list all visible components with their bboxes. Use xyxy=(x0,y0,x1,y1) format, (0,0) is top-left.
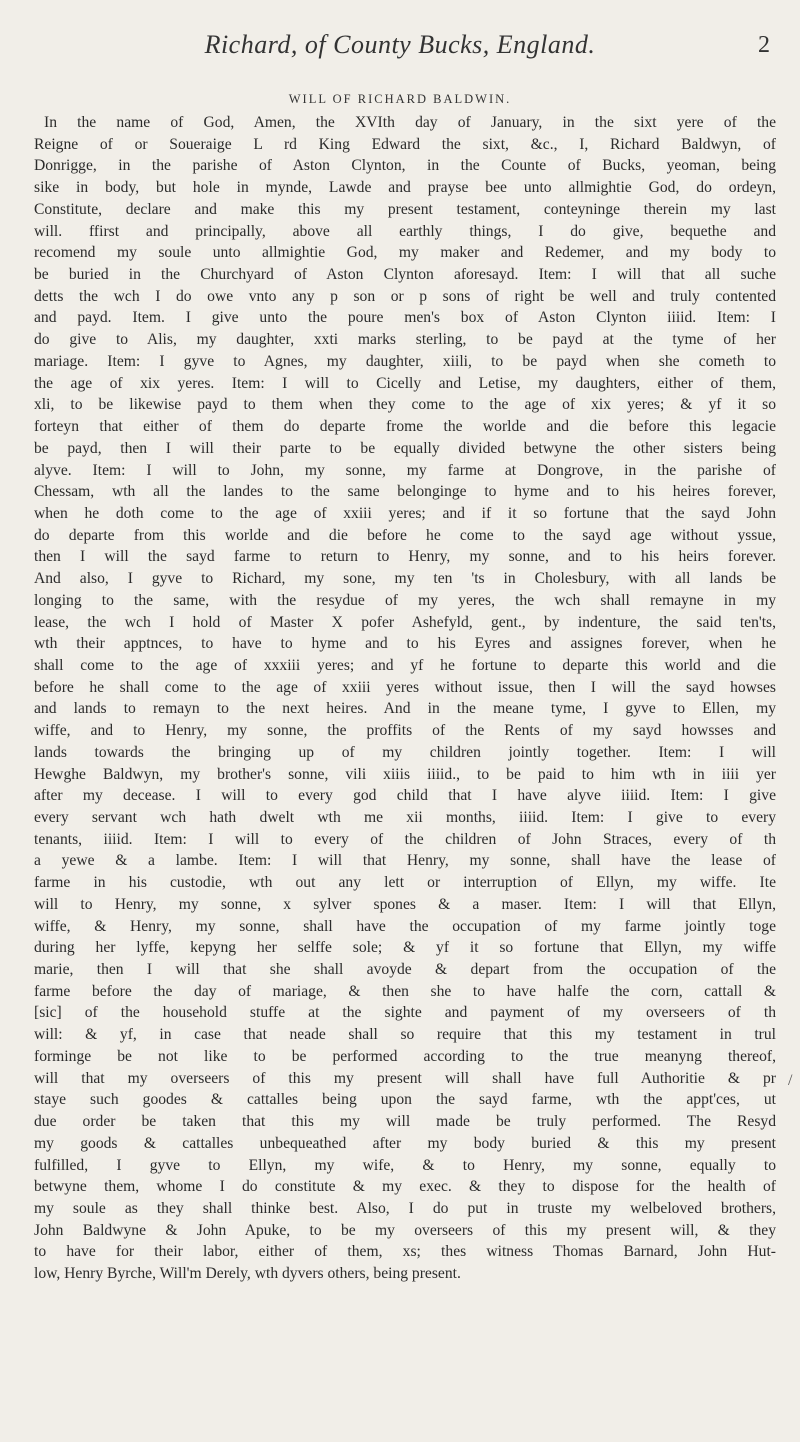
text-line: mariage. Item: I gyve to Agnes, my daughter, xiili, to be payd when she cometh to xyxy=(34,352,776,370)
text-line: every servant wch hath dwelt wth me xii months, iiiid. Item: I give to every xyxy=(34,809,776,826)
text-line: the age of xix yeres. Item: I will to Cicelly and Letise, my daughters, either of them, xyxy=(34,374,776,392)
text-line: Hewghe Baldwyn, my brother's sonne, vili xiiis iiiid., to be paid to him wth in iiii yer xyxy=(34,765,776,783)
text-line: marie, then I will that she shall avoyde & depart from the occupation of the xyxy=(34,961,776,979)
text-line: staye such goodes & cattalles being upon the sayd farme, wth the appt'ces, ut xyxy=(34,1091,776,1109)
text-line: detts the wch I do owe vnto any p son or p sons of right be well and truly contented xyxy=(34,287,776,305)
text-line: then I will the sayd farme to return to Henry, my sonne, and to his heirs forever. xyxy=(34,548,776,566)
text-line: alyve. Item: I will to John, my sonne, my farme at Dongrove, in the parishe of xyxy=(34,461,776,479)
text-line: will. ffirst and principally, above all earthly things, I do give, bequethe and xyxy=(34,222,776,240)
page-number: 2 xyxy=(758,32,770,58)
running-head xyxy=(0,30,800,70)
text-line: do departe from this worlde and die before he come to the sayd age without yssue, xyxy=(34,526,776,544)
text-line: will: & yf, in case that neade shall so require that this my testament in trul xyxy=(34,1026,776,1044)
text-line: xli, to be likewise payd to them when they come to the age of xix yeres; & yf it so xyxy=(34,396,776,414)
text-line: farme in his custodie, wth out any lett or interruption of Ellyn, my wiffe. Ite xyxy=(34,874,776,892)
text-line: lands towards the bringing up of my children jointly together. Item: I will xyxy=(34,743,776,761)
text-line: wiffe, & Henry, my sonne, shall have the occupation of my farme jointly toge xyxy=(34,917,776,935)
text-line: and lands to remayn to the next heires. And in the meane tyme, I gyve to Ellen, my xyxy=(34,700,776,718)
text-line: shall come to the age of xxxiii yeres; and yf he fortune to departe this world and die xyxy=(34,656,776,674)
text-line: do give to Alis, my daughter, xxti marks sterling, to be payd at the tyme of her xyxy=(34,331,776,349)
text-line: In the name of God, Amen, the XVIth day of January, in the sixt yere of the xyxy=(44,114,776,131)
text-line: lease, the wch I hold of Master X pofer Ashefyld, gent., by indenture, the said ten'ts, xyxy=(34,613,776,631)
text-line: Constitute, declare and make this my present testament, conteyninge therein my last xyxy=(34,200,776,218)
section-heading: WILL OF RICHARD BALDWIN. xyxy=(288,92,512,106)
text-line: after my decease. I will to every god child that I have alyve iiiid. Item: I give xyxy=(34,787,776,805)
text-line: longing to the same, with the resydue of my yeres, the wch shall remayne in my xyxy=(34,591,776,609)
text-line: Donrigge, in the parishe of Aston Clynton, in the Counte of Bucks, yeoman, being xyxy=(34,157,776,175)
text-line: and payd. Item. I give unto the poure men's box of Aston Clynton iiiid. Item: I xyxy=(34,309,776,327)
text-line: sike in body, but hole in mynde, Lawde and prayse bee unto allmightie God, do ordeyn, xyxy=(34,179,776,197)
text-line: will that my overseers of this my present will shall have full Authoritie & pr xyxy=(34,1069,776,1087)
text-line: tenants, iiiid. Item: I will to every of the children of John Straces, every of th xyxy=(34,830,776,848)
text-line: during her lyffe, kepyng her selffe sole; & yf it so fortune that Ellyn, my wiffe xyxy=(34,939,776,957)
running-title: Richard, of County Bucks, England. xyxy=(204,30,596,59)
text-line: due order be taken that this my will made be truly performed. The Resyd xyxy=(34,1113,776,1131)
text-line: forminge be not like to be performed according to the true meanyng thereof, xyxy=(34,1047,776,1065)
text-line: my goods & cattalles unbequeathed after my body buried & this my present xyxy=(34,1134,776,1152)
text-line: low, Henry Byrche, Will'm Derely, wth dyvers others, being present. xyxy=(34,1265,461,1283)
text-line: a yewe & a lambe. Item: I will that Henry, my sonne, shall have the lease of xyxy=(34,852,776,870)
text-line: will to Henry, my sonne, x sylver spones & a maser. Item: I will that Ellyn, xyxy=(34,895,776,913)
text-line: when he doth come to the age of xxiii yeres; and if it so fortune that the sayd John xyxy=(34,504,776,522)
text-line: wiffe, and to Henry, my sonne, the proffits of the Rents of my sayd howsses and xyxy=(34,722,776,740)
text-line: before he shall come to the age of xxiii yeres without issue, then I will the sayd howses xyxy=(34,678,776,696)
text-line: betwyne them, whome I do constitute & my exec. & they to dispose for the health of xyxy=(34,1178,776,1196)
text-line: Reigne of or Soueraige L rd King Edward the sixt, &c., I, Richard Baldwyn, of xyxy=(34,135,776,153)
text-line: be payd, then I will their parte to be equally divided betwyne the other sisters being xyxy=(34,439,776,457)
text-line: forteyn that either of them do departe frome the worlde and die before this legacie xyxy=(34,418,776,436)
text-line: John Baldwyne & John Apuke, to be my overseers of this my present will, & they xyxy=(34,1221,776,1239)
text-line: And also, I gyve to Richard, my sone, my ten 'ts in Cholesbury, with all lands be xyxy=(34,570,776,588)
will-text xyxy=(34,112,776,1285)
text-line: wth their apptnces, to have to hyme and to his Eyres and assignes forever, when he xyxy=(34,635,776,653)
text-line: farme before the day of mariage, & then she to have halfe the corn, cattall & xyxy=(34,982,776,1000)
text-line: fulfilled, I gyve to Ellyn, my wife, & to Henry, my sonne, equally to xyxy=(34,1156,776,1174)
text-line: to have for their labor, either of them, xs; thes witness Thomas Barnard, John Hut- xyxy=(34,1243,776,1261)
text-line: Chessam, wth all the landes to the same belonginge to hyme and to his heires forever, xyxy=(34,483,776,501)
text-line: my soule as they shall thinke best. Also, I do put in truste my welbeloved brothers, xyxy=(34,1199,776,1217)
text-line: [sic] of the household stuffe at the sighte and payment of my overseers of th xyxy=(34,1004,776,1022)
text-line: recomend my soule unto allmightie God, my maker and Redemer, and my body to xyxy=(34,244,776,262)
margin-mark: / xyxy=(788,1072,793,1089)
text-line: be buried in the Churchyard of Aston Clynton aforesayd. Item: I will that all suche xyxy=(34,266,776,284)
